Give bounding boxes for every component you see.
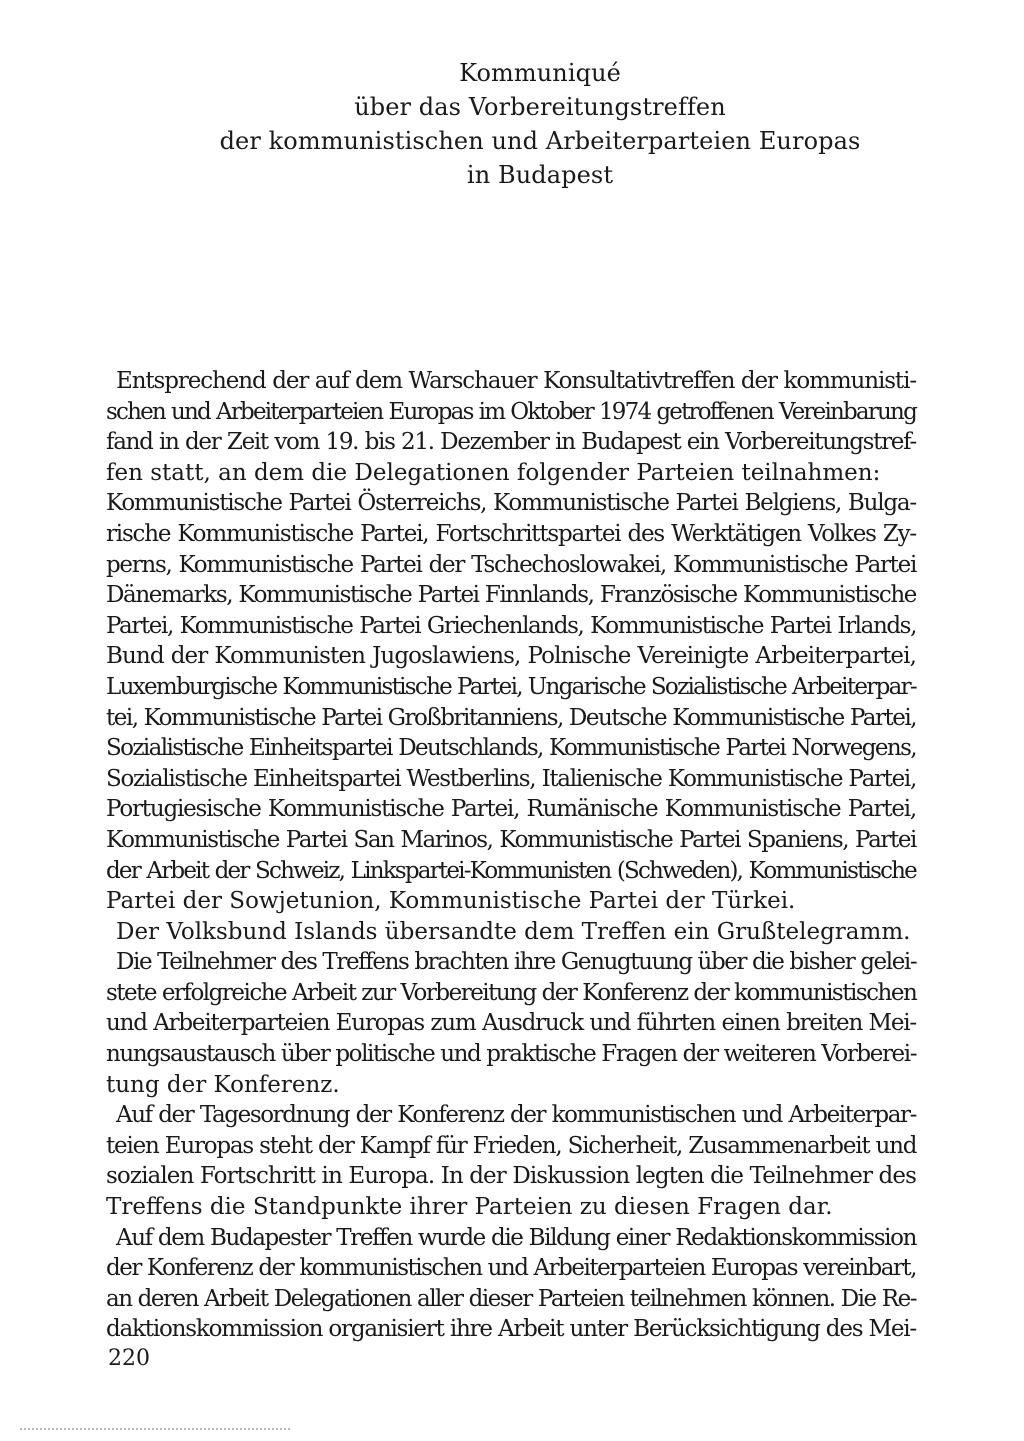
text-line: Dänemarks, Kommunistische Partei Finnlands, Französische Kommunistische (106, 582, 916, 609)
text-line: an deren Arbeit Delegationen aller dieser Parteien teilnehmen können. Die Re- (106, 1285, 916, 1312)
text-line: fen statt, an dem die Delegationen folgender Parteien teilnahmen: (106, 459, 881, 486)
text-line: fand in der Zeit vom 19. bis 21. Dezember in Budapest ein Vorbereitungstref- (106, 429, 916, 456)
text-line: teien Europas steht der Kampf für Frieden, Sicherheit, Zusammenarbeit und (106, 1132, 917, 1159)
text-line: Sozialistische Einheitspartei Westberlins, Italienische Kommunistische Partei, (106, 765, 916, 792)
document-body (106, 366, 916, 1345)
title-line: über das Vorbereitungstreffen (354, 93, 726, 121)
text-line: Partei der Sowjetunion, Kommunistische Partei der Türkei. (106, 888, 796, 915)
text-line: tei, Kommunistische Partei Großbritanniens, Deutsche Kommunistische Partei, (106, 704, 916, 731)
text-line: der Arbeit der Schweiz, Linkspartei-Kommunisten (Schweden), Kommunistische (106, 857, 916, 884)
text-line: Auf dem Budapester Treffen wurde die Bildung einer Redaktionskommission (116, 1224, 916, 1251)
text-line: stete erfolgreiche Arbeit zur Vorbereitung der Konferenz der kommunistischen (106, 979, 917, 1006)
text-line: Sozialistische Einheitspartei Deutschlands, Kommunistische Partei Norwegens, (106, 735, 916, 762)
text-line: Portugiesische Kommunistische Partei, Rumänische Kommunistische Partei, (106, 796, 916, 823)
text-line: Kommunistische Partei Österreichs, Kommunistische Partei Belgiens, Bulga- (106, 490, 916, 517)
text-line: Kommunistische Partei San Marinos, Kommunistische Partei Spaniens, Partei (106, 826, 916, 853)
text-line: Auf der Tagesordnung der Konferenz der kommunistischen und Arbeiterpar- (116, 1102, 916, 1129)
text-line: Luxemburgische Kommunistische Partei, Ungarische Sozialistische Arbeiterpar- (106, 673, 916, 700)
page-number: 220 (108, 1346, 150, 1371)
text-line: nungsaustausch über politische und praktische Fragen der weiteren Vorberei- (106, 1041, 917, 1068)
text-line: Partei, Kommunistische Partei Griechenlands, Kommunistische Partei Irlands, (106, 612, 916, 639)
text-line: Die Teilnehmer des Treffens brachten ihre Genugtuung über die bisher gelei- (116, 949, 917, 976)
text-line: Bund der Kommunisten Jugoslawiens, Polnische Vereinigte Arbeiterpartei, (106, 643, 916, 670)
text-line: der Konferenz der kommunistischen und Arbeiterparteien Europas vereinbart, (106, 1255, 916, 1282)
text-line: sozialen Fortschritt in Europa. In der Diskussion legten die Teilnehmer des (106, 1163, 916, 1190)
text-line: daktionskommission organisiert ihre Arbeit unter Berücksichtigung des Mei- (106, 1316, 916, 1343)
text-line: Der Volksbund Islands übersandte dem Treffen ein Grußtelegramm. (116, 918, 911, 945)
title-line: in Budapest (466, 161, 614, 189)
title-line: der kommunistischen und Arbeiterparteien Europas (219, 127, 861, 155)
text-line: perns, Kommunistische Partei der Tschechoslowakei, Kommunistische Partei (106, 551, 916, 578)
text-line: tung der Konferenz. (106, 1071, 340, 1098)
text-line: rische Kommunistische Partei, Fortschrittspartei des Werktätigen Volkes Zy- (106, 520, 916, 547)
text-line: Treffens die Standpunkte ihrer Parteien zu diesen Fragen dar. (106, 1194, 833, 1221)
text-line: und Arbeiterparteien Europas zum Ausdruck und führten einen breiten Mei- (106, 1010, 916, 1037)
text-line: Entsprechend der auf dem Warschauer Konsultativtreffen der kommunisti- (116, 368, 916, 394)
title-line: Kommuniqué (459, 59, 621, 87)
scan-edge-divider (20, 1428, 290, 1430)
text-line: schen und Arbeiterparteien Europas im Oktober 1974 getroffenen Vereinbarung (106, 398, 916, 425)
document-title (60, 56, 1020, 192)
